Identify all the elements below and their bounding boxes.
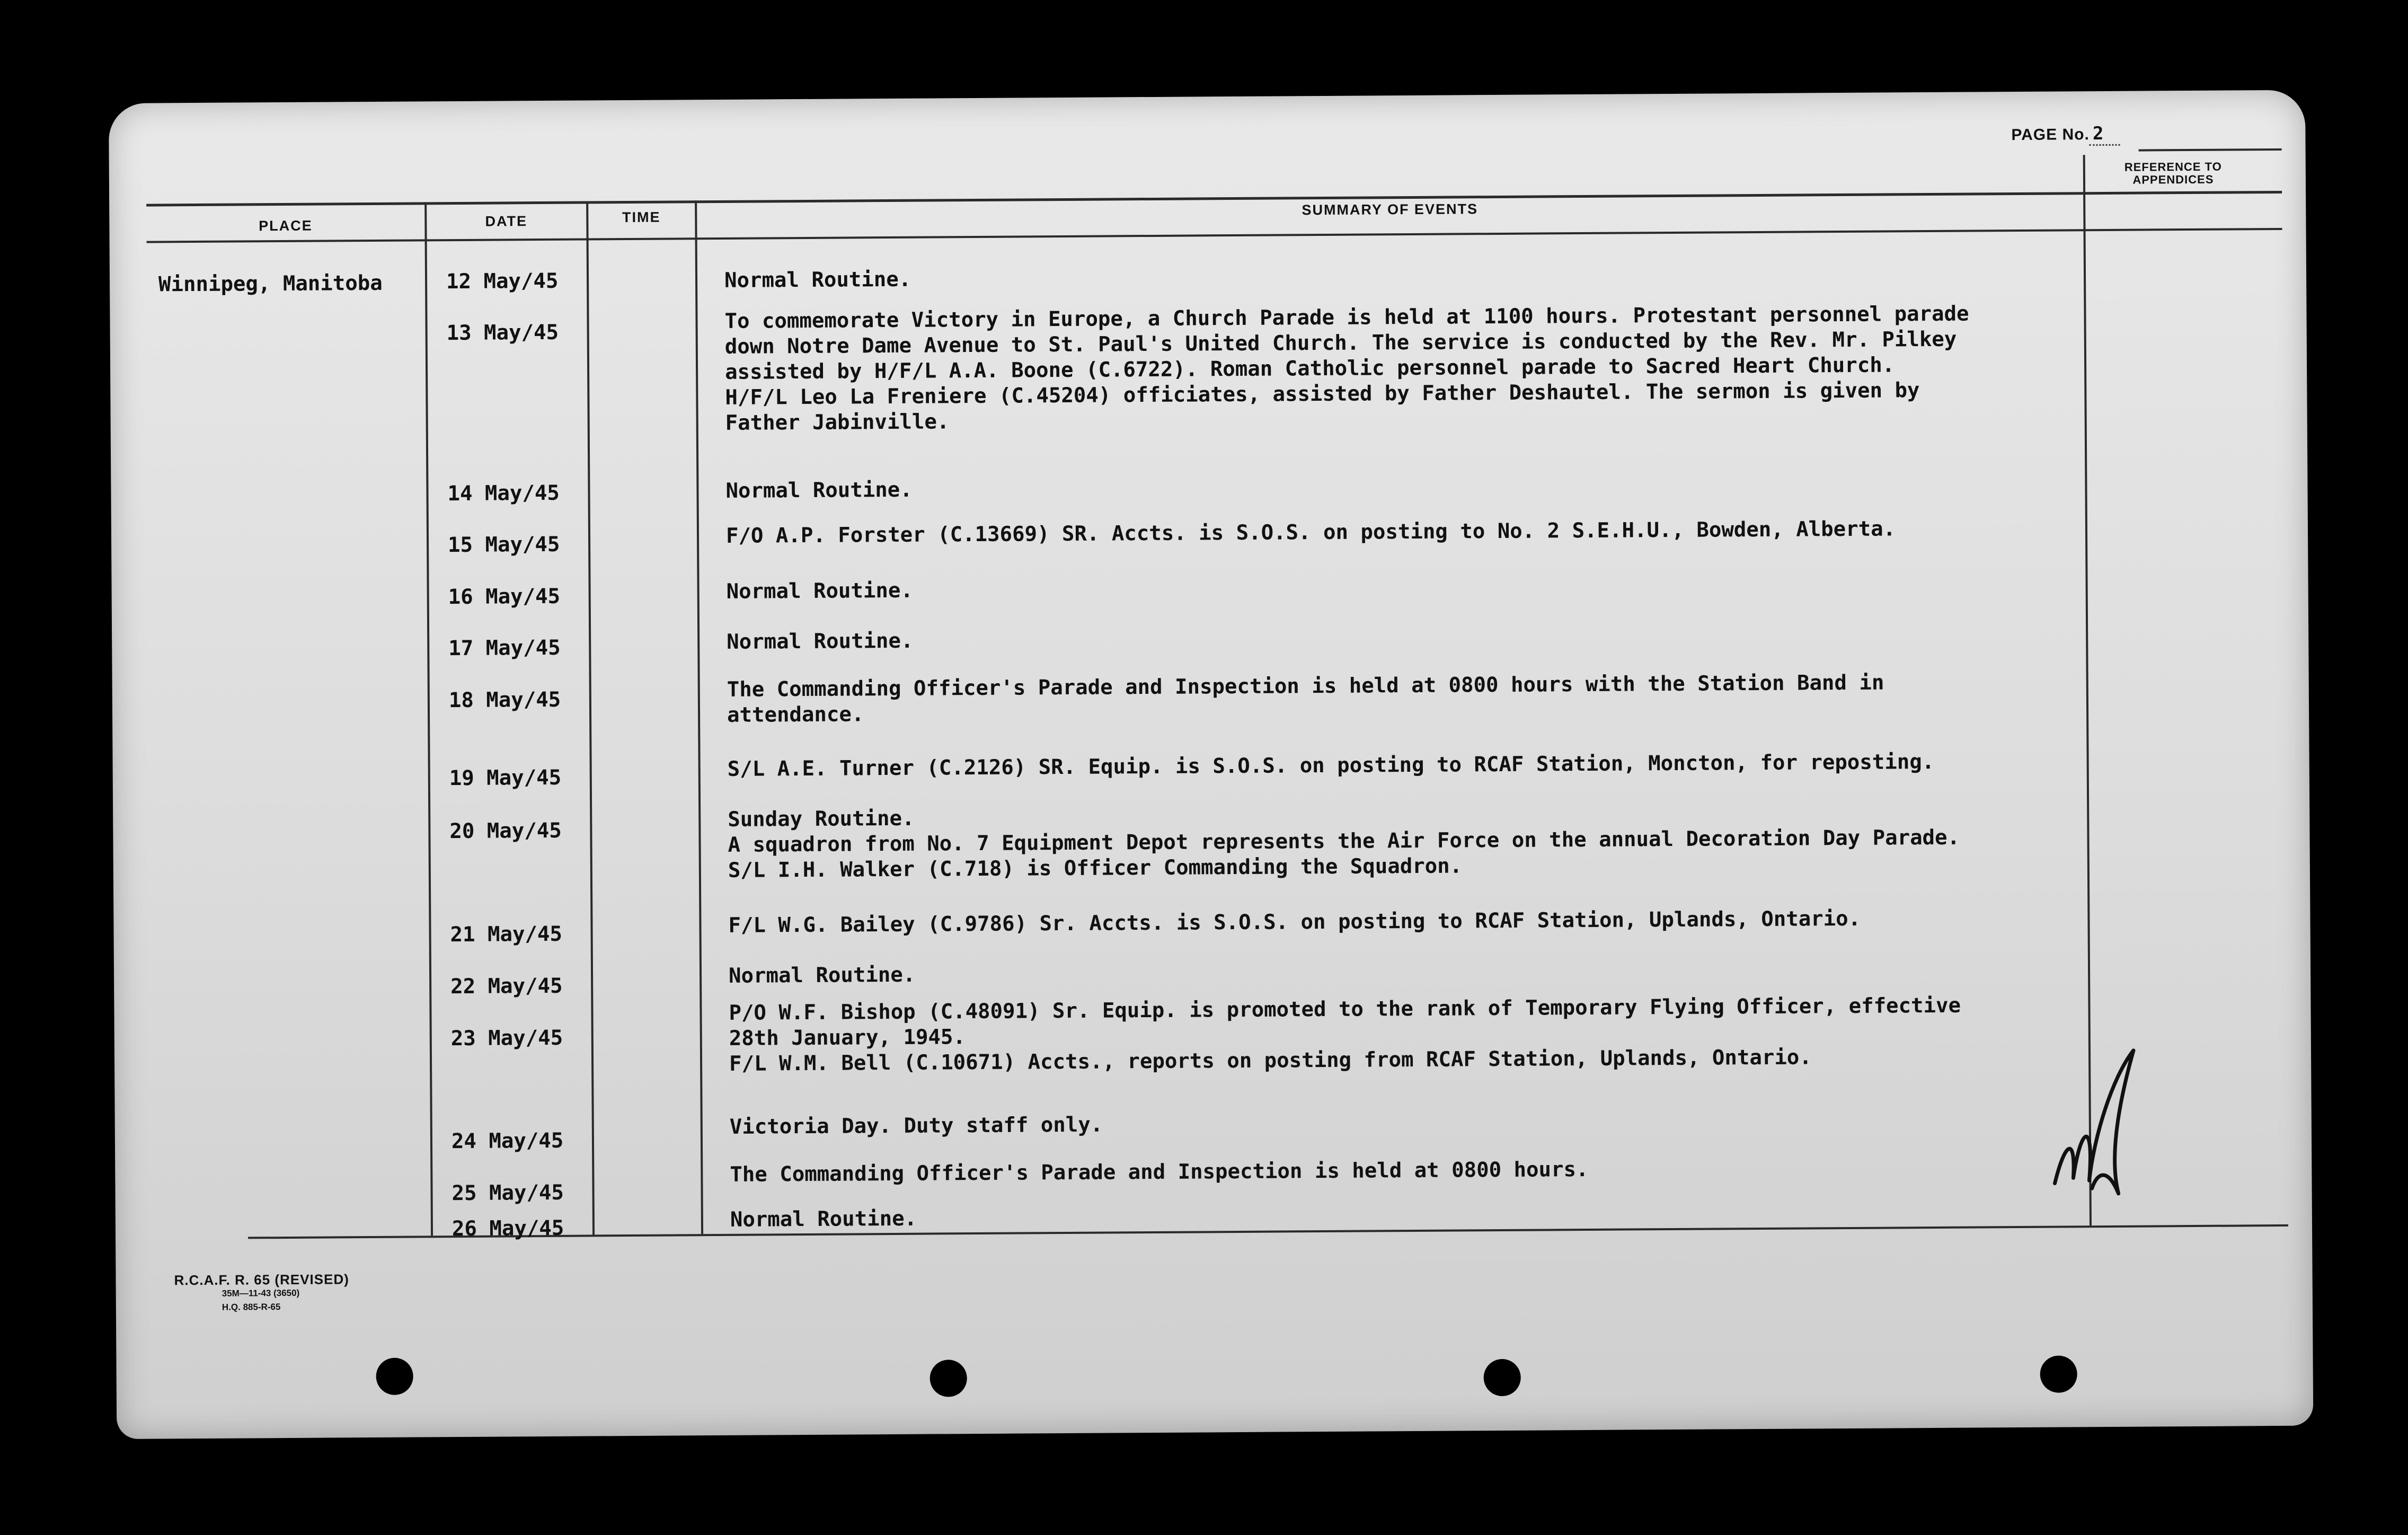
entry-date: 26 May/45 — [452, 1216, 564, 1241]
entry-date: 24 May/45 — [451, 1128, 564, 1154]
entry-date: 22 May/45 — [450, 974, 563, 999]
entry-date: 17 May/45 — [448, 636, 561, 661]
entry-date: 14 May/45 — [447, 481, 560, 506]
entry-summary: F/O A.P. Forster (C.13669) SR. Accts. is S.O.S. on posting to No. 2 S.E.H.U., Bowden, Alberta. — [725, 517, 1896, 548]
entry-summary: Normal Routine. — [725, 478, 913, 503]
page-number-label: PAGE No. — [2011, 126, 2090, 144]
header-bottom-rule — [147, 228, 2282, 243]
header-reference: REFERENCE TO APPENDICES — [2124, 160, 2222, 187]
column-divider-time — [695, 200, 703, 1234]
entry-summary: P/O W.F. Bishop (C.48091) Sr. Equip. is promoted to the rank of Temporary Flying Officer, effective 28th January, 1945. F/L W.M. Bell (C.10671) Accts., reports on posting from RCAF Station, Uplands, Ontario. — [729, 993, 1961, 1076]
form-hq-line: H.Q. 885-R-65 — [222, 1302, 281, 1312]
header-date: DATE — [485, 213, 528, 230]
entry-date: 16 May/45 — [448, 584, 561, 610]
punch-hole — [376, 1358, 413, 1395]
punch-hole — [930, 1360, 967, 1397]
entry-summary: F/L W.G. Bailey (C.9786) Sr. Accts. is S.O.S. on posting to RCAF Station, Uplands, Ontario. — [728, 906, 1861, 938]
form-number — [174, 1272, 349, 1315]
entry-summary: Normal Routine. — [730, 1206, 917, 1232]
document-sheet — [109, 90, 2313, 1439]
page-number — [2011, 123, 2120, 145]
entry-summary: Sunday Routine. A squadron from No. 7 Equipment Depot represents the Air Force on the annual Decoration Day Parade. S/L I.H. Walker (C.718) is Officer Commanding the Squadron. — [728, 806, 1960, 883]
entry-date: 21 May/45 — [450, 922, 563, 947]
top-rule — [2139, 148, 2282, 152]
entry-summary: The Commanding Officer's Parade and Inspection is held at 0800 hours with the Station Band in attendance. — [727, 671, 1884, 727]
punch-hole — [1484, 1359, 1521, 1396]
form-number-line: R.C.A.F. R. 65 (REVISED) — [174, 1271, 349, 1289]
signature-initials — [2043, 1045, 2145, 1205]
entry-summary: Victoria Day. Duty staff only. — [729, 1113, 1103, 1139]
form-print-line: 35M—11-43 (3650) — [222, 1287, 300, 1299]
entry-date: 23 May/45 — [450, 1026, 563, 1051]
column-divider-date — [586, 201, 595, 1234]
entry-summary: Normal Routine. — [727, 629, 914, 654]
header-summary: SUMMARY OF EVENTS — [1302, 201, 1479, 218]
entry-date: 13 May/45 — [446, 320, 559, 346]
header-place: PLACE — [259, 217, 313, 234]
entry-summary: Normal Routine. — [728, 963, 916, 988]
entry-summary: To commemorate Victory in Europe, a Church Parade is held at 1100 hours. Protestant personnel parade down Notre Dame Avenue to St. Paul's United Church. The service is conducted by the Rev. Mr. Pilkey assisted by H/F/L A.A. Boone (C.6722). Roman Catholic personnel parade to Sacred Heart Church. H/F/L Leo La Freniere (C.45204) officiates, assisted by Father Deshautel. The sermon is given by Father Jabinville. — [724, 302, 1969, 435]
place-value: Winnipeg, Manitoba — [158, 271, 383, 297]
entry-summary: S/L A.E. Turner (C.2126) SR. Equip. is S.O.S. on posting to RCAF Station, Moncton, for reposting. — [727, 749, 1935, 781]
entry-date: 20 May/45 — [449, 818, 562, 844]
entry-date: 18 May/45 — [448, 687, 561, 713]
entry-summary: Normal Routine. — [724, 267, 911, 293]
page-number-value: 2 — [2090, 123, 2120, 146]
entry-summary: Normal Routine. — [726, 578, 913, 604]
punch-hole — [2040, 1355, 2077, 1392]
column-divider-place — [424, 202, 433, 1236]
entry-summary: The Commanding Officer's Parade and Inspection is held at 0800 hours. — [730, 1157, 1589, 1187]
header-time: TIME — [622, 209, 661, 226]
entry-date: 15 May/45 — [447, 532, 560, 558]
entry-date: 12 May/45 — [446, 269, 559, 294]
entry-date: 25 May/45 — [452, 1180, 564, 1206]
entry-date: 19 May/45 — [449, 765, 562, 791]
